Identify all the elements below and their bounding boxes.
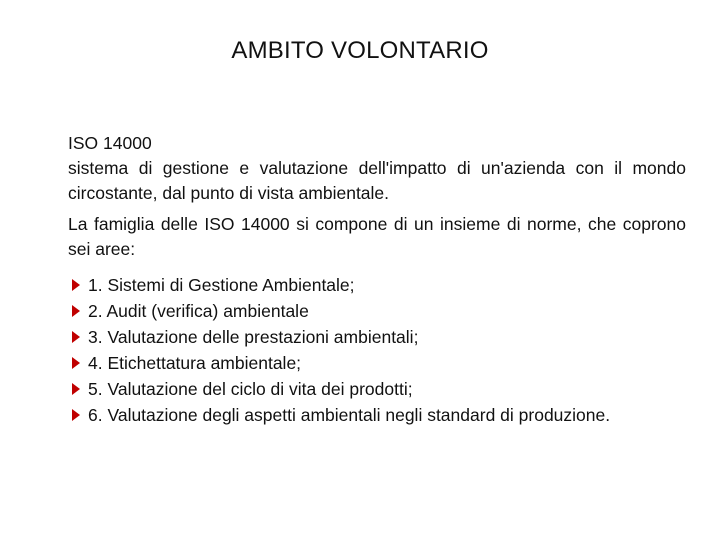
list-item <box>72 376 712 402</box>
slide-content <box>68 131 686 428</box>
list-item-text: 2. Audit (verifica) ambientale <box>88 300 309 321</box>
triangle-bullet-icon <box>72 279 80 291</box>
slide-title: AMBITO VOLONTARIO <box>231 37 489 64</box>
iso-family-paragraph: La famiglia delle ISO 14000 si compone di un insieme di norme, che coprono sei aree: <box>68 214 686 259</box>
triangle-bullet-icon <box>72 409 80 421</box>
list-item-text: 6. Valutazione degli aspetti ambientali negli standard di produzione. <box>88 404 611 425</box>
iso-description: sistema di gestione e valutazione dell'impatto di un'azienda con il mondo circostante, dal punto di vista ambientale. <box>68 158 686 203</box>
triangle-bullet-icon <box>72 331 80 343</box>
list-item-text: 1. Sistemi di Gestione Ambientale; <box>88 274 355 295</box>
iso-heading: ISO 14000 <box>68 133 152 153</box>
iso-description-paragraph <box>68 131 686 206</box>
list-item-text: 3. Valutazione delle prestazioni ambientali; <box>88 326 419 347</box>
list-item <box>72 324 712 350</box>
list-item <box>72 272 712 298</box>
list-item <box>72 298 712 324</box>
triangle-bullet-icon <box>72 383 80 395</box>
list-item <box>72 350 712 376</box>
list-item <box>72 402 712 428</box>
areas-list <box>72 272 712 428</box>
triangle-bullet-icon <box>72 305 80 317</box>
list-item-text: 5. Valutazione del ciclo di vita dei prodotti; <box>88 378 413 399</box>
list-item-text: 4. Etichettatura ambientale; <box>88 352 302 373</box>
triangle-bullet-icon <box>72 357 80 369</box>
